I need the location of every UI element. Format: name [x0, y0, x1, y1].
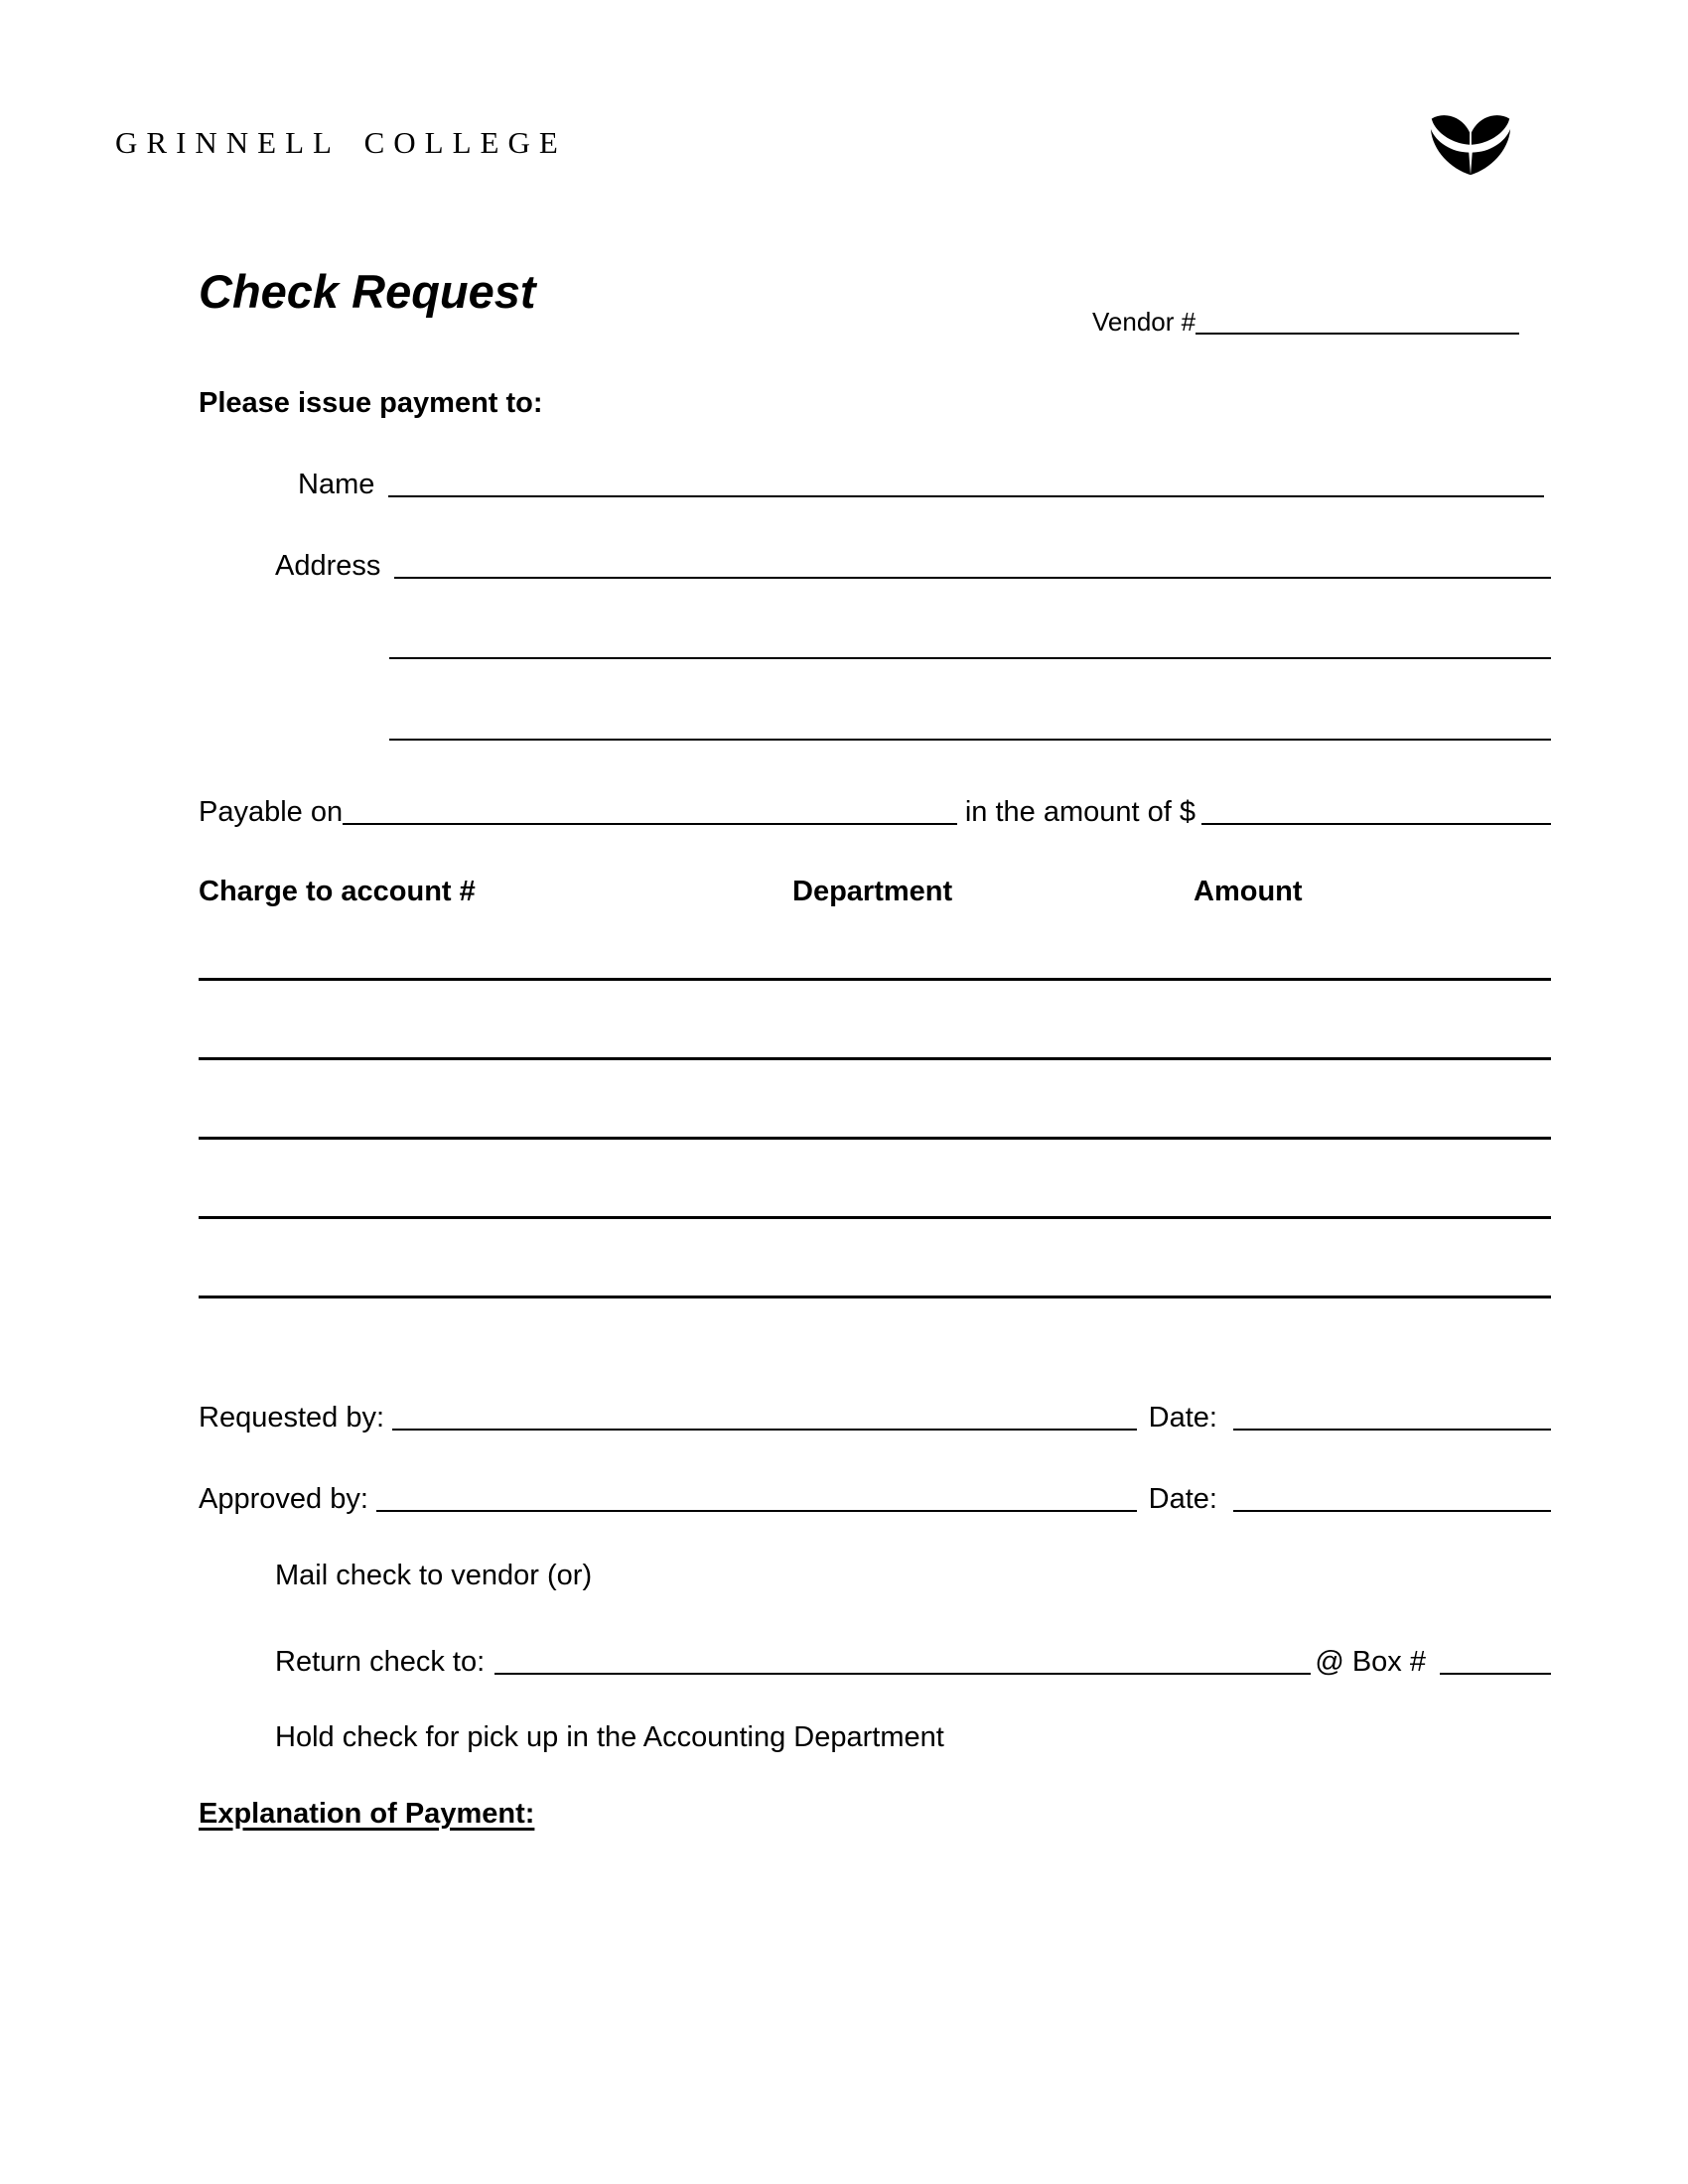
requested-by-label: Requested by: — [199, 1402, 385, 1433]
mail-check-option: Mail check to vendor (or) — [275, 1560, 593, 1591]
approved-by-label: Approved by: — [199, 1483, 368, 1515]
date-label: Date: — [1148, 1483, 1217, 1515]
requested-by-field[interactable] — [392, 1403, 1137, 1431]
payable-on-label: Payable on — [199, 796, 344, 828]
address-field-line-2[interactable] — [389, 657, 1551, 659]
address-field[interactable] — [394, 551, 1551, 579]
return-check-field[interactable] — [494, 1647, 1311, 1675]
charge-table-row-line[interactable] — [199, 1216, 1551, 1219]
charge-table-row-line[interactable] — [199, 1057, 1551, 1060]
institution-wordmark: GRINNELL COLLEGE — [115, 125, 567, 160]
address-field-line-3[interactable] — [389, 739, 1551, 741]
amount-label: in the amount of $ — [964, 796, 1196, 828]
return-check-label: Return check to: — [275, 1646, 486, 1678]
date-label: Date: — [1148, 1402, 1217, 1433]
requested-by-row — [199, 1402, 1551, 1433]
box-number-field[interactable] — [1440, 1647, 1551, 1675]
open-book-icon — [1427, 109, 1514, 177]
payee-name-row — [199, 469, 1544, 500]
return-check-row — [275, 1646, 1551, 1678]
approved-by-row — [199, 1483, 1551, 1515]
charge-table-row-line[interactable] — [199, 978, 1551, 981]
vendor-number-label: Vendor # — [1092, 307, 1196, 337]
charge-table-header — [199, 876, 1551, 907]
form-title: Check Request — [199, 265, 536, 318]
vendor-number-row — [1092, 306, 1519, 338]
amount-column-header: Amount — [1194, 876, 1303, 907]
name-label: Name — [298, 469, 375, 500]
explanation-of-payment-label: Explanation of Payment: — [199, 1798, 535, 1830]
department-column-header: Department — [792, 876, 953, 907]
name-field[interactable] — [388, 470, 1544, 497]
approved-by-field[interactable] — [376, 1484, 1137, 1512]
payable-row — [199, 796, 1551, 828]
hold-check-option: Hold check for pick up in the Accounting Department — [275, 1721, 944, 1753]
approved-date-field[interactable] — [1233, 1484, 1551, 1512]
requested-date-field[interactable] — [1233, 1403, 1551, 1431]
payee-section-label: Please issue payment to: — [199, 387, 543, 419]
box-number-label: @ Box # — [1315, 1646, 1426, 1678]
vendor-number-field[interactable] — [1196, 307, 1519, 335]
amount-field[interactable] — [1201, 797, 1551, 825]
charge-table-row-line[interactable] — [199, 1296, 1551, 1298]
charge-table-row-line[interactable] — [199, 1137, 1551, 1140]
payee-address-row — [199, 550, 1551, 582]
account-column-header: Charge to account # — [199, 876, 476, 907]
payable-on-field[interactable] — [343, 797, 957, 825]
address-label: Address — [275, 550, 381, 582]
